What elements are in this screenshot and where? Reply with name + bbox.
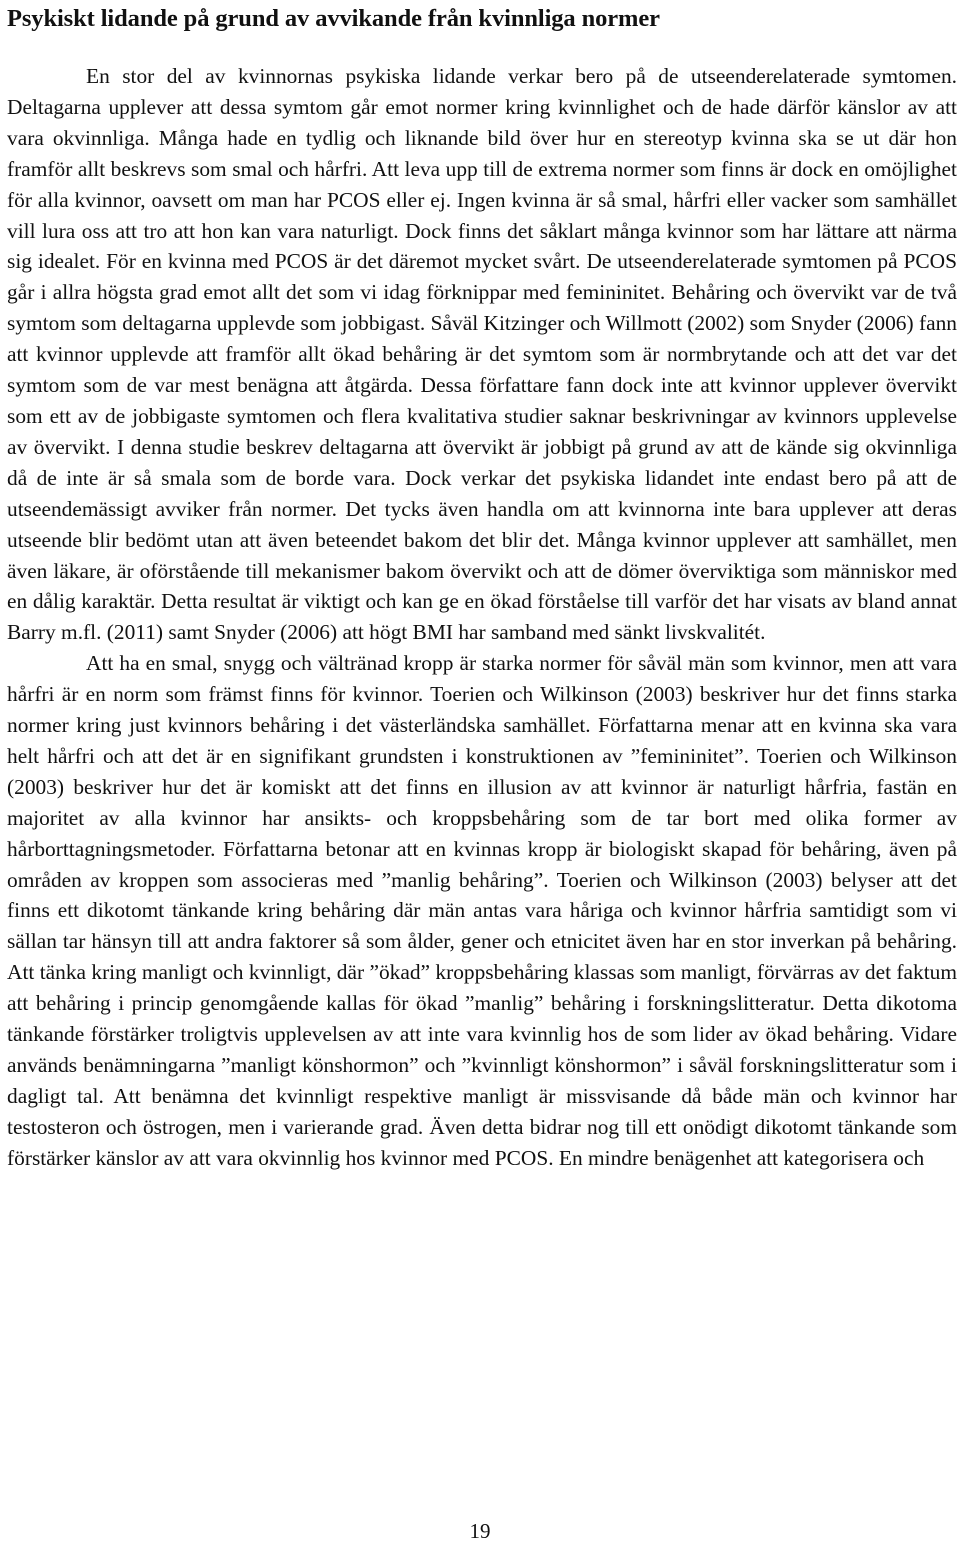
section-heading: Psykiskt lidande på grund av avvikande från kvinnliga normer bbox=[7, 5, 660, 32]
body-text bbox=[7, 61, 957, 1174]
document-page bbox=[7, 0, 957, 1174]
page-number: 19 bbox=[469, 1519, 491, 1543]
paragraph-1: En stor del av kvinnornas psykiska lidande verkar bero på de utseenderelaterade symtomen. Deltagarna upplever att dessa symtom går emot normer kring kvinnlighet och de hade därför känslor av att vara okvinnliga. Många hade en tydlig och liknande bild över hur en stereotyp kvinna ska se ut där hon framför allt beskrevs som smal och hårfri. Att leva upp till de extrema normer som finns är dock en omöjlighet för alla kvinnor, oavsett om man har PCOS eller ej. Ingen kvinna är så smal, hårfri eller vacker som samhället vill lura oss att tro att hon kan vara naturligt. Dock finns det såklart många kvinnor som har lättare att närma sig idealet. För en kvinna med PCOS är det däremot mycket svårt. De utseenderelaterade symtomen på PCOS går i allra högsta grad emot allt det som vi idag förknippar med femininitet. Behåring och övervikt var de två symtom som deltagarna upplevde som jobbigast. Såväl Kitzinger och Willmott (2002) som Snyder (2006) fann att kvinnor upplevde att framför allt ökad behåring är det symtom som är normbrytande och att det var det symtom som de var mest benägna att åtgärda. Dessa författare fann dock inte att kvinnor upplever övervikt som ett av de jobbigaste symtomen och flera kvalitativa studier saknar beskrivningar av kvinnors upplevelse av övervikt. I denna studie beskrev deltagarna att övervikt är jobbigt på grund av att de kände sig okvinnliga då de inte är så smala som de borde vara. Dock verkar det psykiska lidandet inte endast bero på att de utseendemässigt avviker från normer. Det tycks även handla om att kvinnorna inte bara upplever att deras utseende blir bedömt utan att även beteendet bakom det blir det. Många kvinnor upplever att samhället, men även läkare, är oförstående till mekanismer bakom övervikt och att de dömer överviktiga som människor med en dålig karaktär. Detta resultat är viktigt och kan ge en ökad förståelse till varför det har visats av bland annat Barry m.fl. (2011) samt Snyder (2006) att högt BMI har samband med sänkt livskvalitét. bbox=[7, 64, 957, 645]
paragraph-2: Att ha en smal, snygg och vältränad kropp är starka normer för såväl män som kvinnor, men att vara hårfri är en norm som främst finns för kvinnor. Toerien och Wilkinson (2003) beskriver hur det finns starka normer kring just kvinnors behåring i det västerländska samhället. Författarna menar att en kvinna ska vara helt hårfri och att det är en signifikant grundsten i konstruktionen av ”femininitet”. Toerien och Wilkinson (2003) beskriver hur det är komiskt att det finns en illusion av att kvinnor är naturligt hårfria, fastän en majoritet av alla kvinnor har ansikts- och kroppsbehåring som de tar bort med olika former av hårborttagningsmetoder. Författarna betonar att en kvinnas kropp är biologiskt skapad för behåring, även på områden av kroppen som associeras med ”manlig behåring”. Toerien och Wilkinson (2003) belyser att det finns ett dikotomt tänkande kring behåring där män antas vara håriga och kvinnor hårfria samtidigt som vi sällan tar hänsyn till att andra faktorer så som ålder, gener och etnicitet även har en stor inverkan på behåring. Att tänka kring manligt och kvinnligt, där ”ökad” kroppsbehåring klassas som manligt, förvärras av det faktum att behåring i princip genomgående kallas för ökad ”manlig” behåring i forskningslitteratur. Detta dikotoma tänkande förstärker troligtvis upplevelsen av att inte vara kvinnlig hos de som lider av ökad behåring. Vidare används benämningarna ”manligt könshormon” och ”kvinnligt könshormon” i såväl forskningslitteratur som i dagligt tal. Att benämna det kvinnligt respektive manligt är missvisande då både män och kvinnor har testosteron och östrogen, men i varierande grad. Även detta bidrar nog till ett onödigt dikotomt tänkande som förstärker känslor av att vara okvinnlig hos kvinnor med PCOS. En mindre benägenhet att kategorisera och bbox=[7, 651, 957, 1170]
